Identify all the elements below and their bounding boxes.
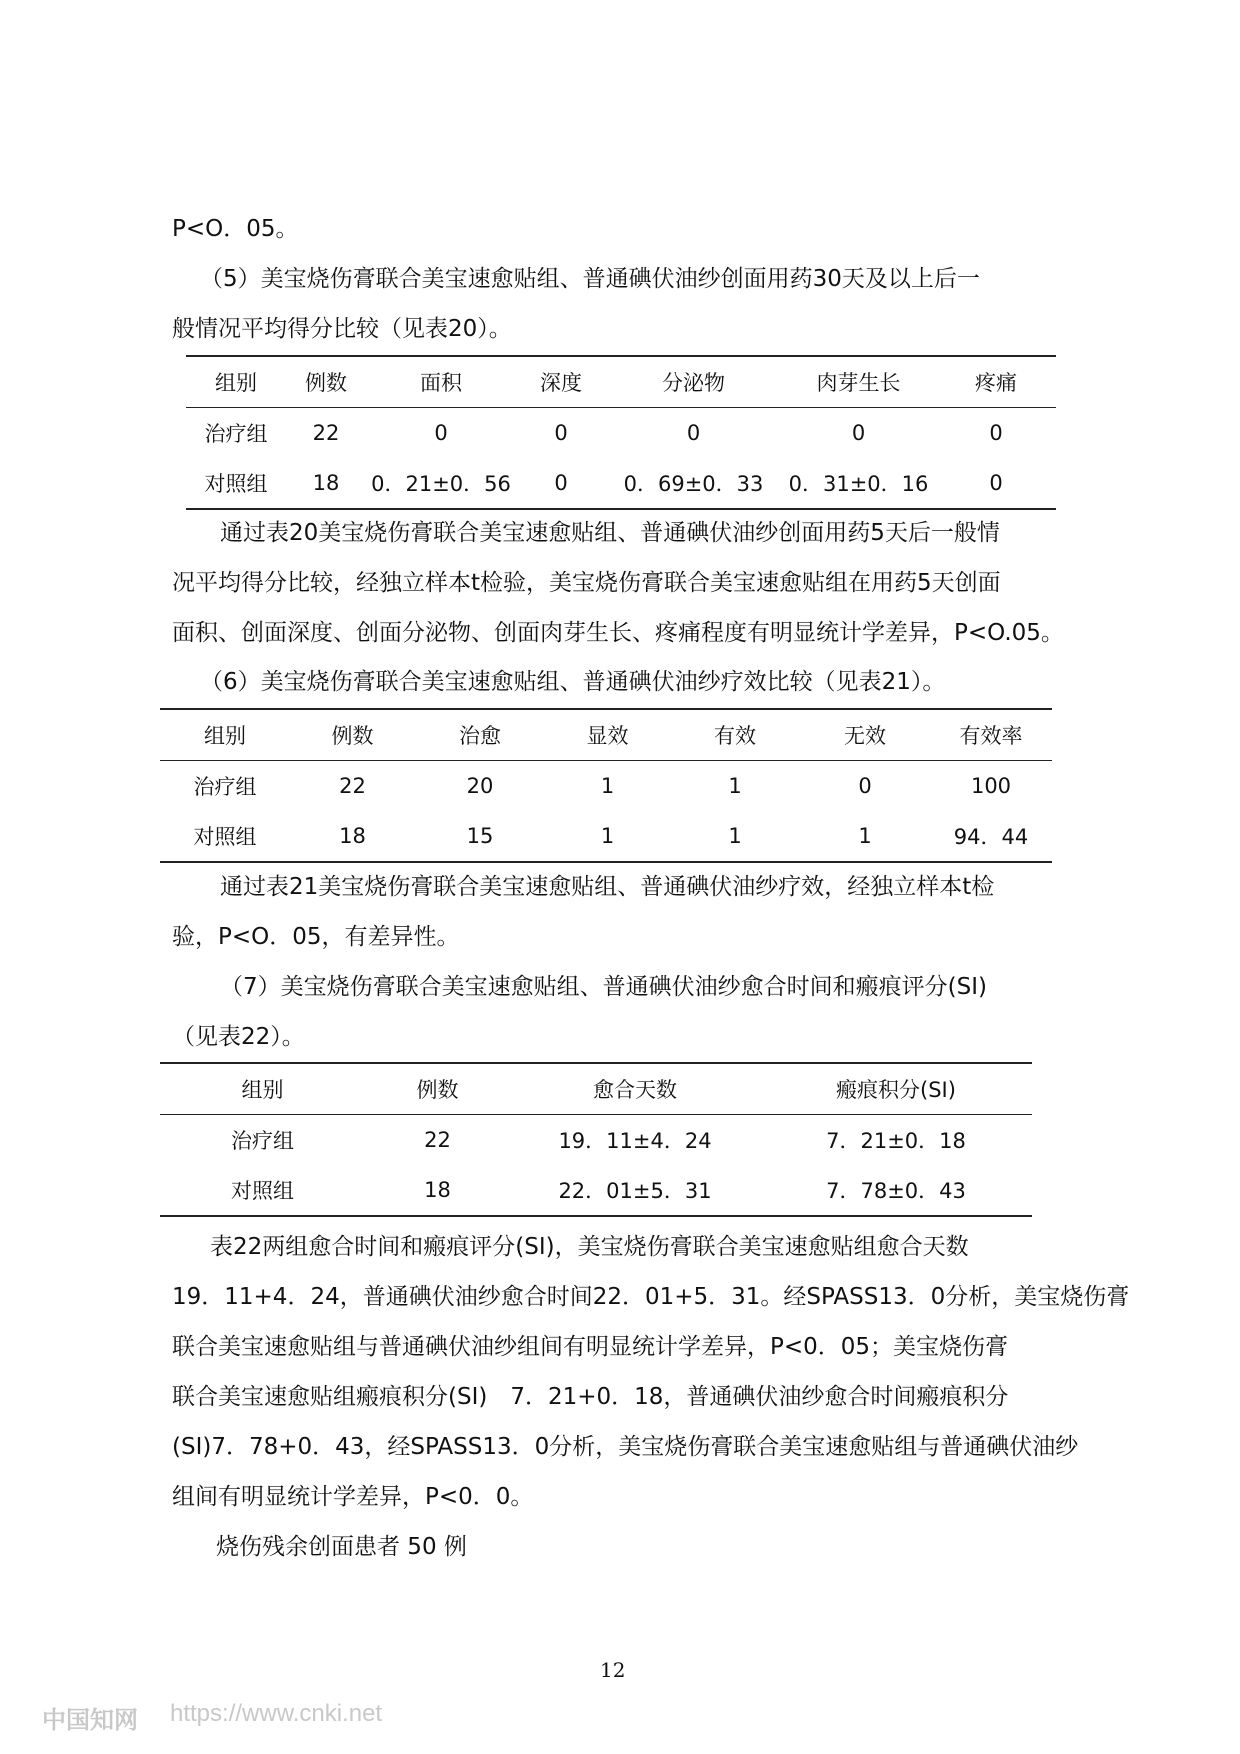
text-line: (SI)7．78+0．43，经SPASS13．0分析，美宝烧伤膏联合美宝速愈贴组与普通碘伏油纱 — [172, 1434, 1079, 1460]
table-cell: 22 — [312, 421, 340, 445]
column-header: 组别 — [160, 1063, 365, 1115]
table-cell: 0 — [989, 421, 1003, 445]
table-cell: 15 — [466, 824, 494, 848]
page-number: 12 — [600, 1658, 626, 1682]
table-cell: 0 — [434, 421, 448, 445]
cnki-url-link[interactable]: https://www.cnki.net — [170, 1700, 383, 1727]
table-cell: 0．69±0．33 — [623, 472, 764, 496]
table-header-row — [160, 709, 1052, 761]
table-row — [160, 761, 1052, 812]
table-cell: 0 — [851, 421, 866, 445]
table-cell: 0 — [554, 421, 568, 445]
table-cell: 18 — [312, 471, 340, 495]
column-header: 有效 — [670, 709, 800, 761]
table-cell: 18 — [424, 1178, 451, 1202]
column-header: 例数 — [286, 356, 366, 408]
text-line: 通过表21美宝烧伤膏联合美宝速愈贴组、普通碘伏油纱疗效，经独立样本t检 — [220, 874, 995, 900]
section-heading: （见表22）。 — [172, 1024, 305, 1050]
column-header: 分泌物 — [606, 356, 781, 408]
column-header: 治愈 — [415, 709, 545, 761]
section-heading: （5）美宝烧伤膏联合美宝速愈贴组、普通碘伏油纱创面用药30天及以上后一 — [200, 266, 980, 292]
column-header: 例数 — [365, 1063, 510, 1115]
column-header: 深度 — [516, 356, 606, 408]
table-header-row — [186, 356, 1056, 408]
column-header: 面积 — [366, 356, 516, 408]
column-header: 肉芽生长 — [781, 356, 936, 408]
table-cell: 治疗组 — [231, 1129, 294, 1153]
table-cell: 0 — [554, 471, 568, 495]
column-header: 愈合天数 — [510, 1063, 760, 1115]
text-line: P<O．05。 — [172, 216, 299, 242]
table-row — [160, 811, 1052, 862]
table-cell: 22 — [339, 774, 366, 798]
table-cell: 治疗组 — [193, 775, 257, 799]
text-line: 面积、创面深度、创面分泌物、创面肉芽生长、疼痛程度有明显统计学差异，P<O.05。 — [172, 620, 1064, 646]
column-header: 有效率 — [930, 709, 1052, 761]
table-cell: 治疗组 — [204, 422, 268, 446]
table-row — [160, 1115, 1032, 1166]
table-cell: 0．21±0．56 — [371, 472, 511, 496]
column-header: 组别 — [186, 356, 286, 408]
table-cell: 对照组 — [204, 472, 268, 496]
table-cell: 0 — [989, 471, 1003, 495]
table-22 — [160, 1062, 1032, 1217]
text-line: 验，P<O．05，有差异性。 — [172, 924, 460, 950]
table-row — [186, 458, 1056, 509]
table-row — [160, 1165, 1032, 1216]
table-cell: 0 — [686, 421, 701, 445]
table-cell: 0．31±0．16 — [788, 472, 929, 496]
table-cell: 22 — [424, 1128, 451, 1152]
text-line: 组间有明显统计学差异，P<0．0。 — [172, 1484, 534, 1510]
table-cell: 1 — [728, 774, 742, 798]
table-cell: 94．44 — [953, 825, 1029, 849]
column-header: 显效 — [545, 709, 670, 761]
table-cell: 对照组 — [193, 825, 257, 849]
column-header: 疼痛 — [936, 356, 1056, 408]
table-cell: 18 — [339, 824, 366, 848]
table-cell: 22．01±5．31 — [558, 1179, 712, 1203]
table-cell: 100 — [970, 774, 1012, 798]
text-line: 联合美宝速愈贴组瘢痕积分(SI) 7．21+0．18，普通碘伏油纱愈合时间瘢痕积分 — [172, 1384, 1009, 1410]
table-cell: 对照组 — [231, 1179, 294, 1203]
table-cell: 7．78±0．43 — [826, 1179, 966, 1203]
table-cell: 1 — [600, 774, 615, 798]
table-cell: 0 — [858, 774, 872, 798]
text-line: 况平均得分比较，经独立样本t检验，美宝烧伤膏联合美宝速愈贴组在用药5天创面 — [172, 570, 1001, 596]
column-header: 例数 — [290, 709, 415, 761]
text-line: 联合美宝速愈贴组与普通碘伏油纱组间有明显统计学差异，P<0．05；美宝烧伤膏 — [172, 1334, 1009, 1360]
text-line: 19．11+4．24，普通碘伏油纱愈合时间22．01+5．31。经SPASS13．0分析，美宝烧伤膏 — [172, 1284, 1130, 1310]
table-row — [186, 408, 1056, 459]
table-20 — [186, 355, 1056, 510]
table-header-row — [160, 1063, 1032, 1115]
table-cell: 7．21±0．18 — [826, 1129, 966, 1153]
table-cell: 1 — [728, 824, 742, 848]
column-header: 瘢痕积分(SI) — [760, 1063, 1032, 1115]
text-line: 烧伤残余创面患者 50 例 — [216, 1534, 467, 1560]
table-cell: 19．11±4．24 — [558, 1129, 712, 1153]
text-line: 通过表20美宝烧伤膏联合美宝速愈贴组、普通碘伏油纱创面用药5天后一般情 — [220, 520, 1000, 546]
column-header: 组别 — [160, 709, 290, 761]
table-21 — [160, 708, 1052, 863]
text-line: 表22两组愈合时间和瘢痕评分(SI)，美宝烧伤膏联合美宝速愈贴组愈合天数 — [210, 1234, 969, 1260]
section-heading: 般情况平均得分比较（见表20）。 — [172, 316, 512, 342]
table-cell: 1 — [600, 824, 615, 848]
column-header: 无效 — [800, 709, 930, 761]
section-heading: （7）美宝烧伤膏联合美宝速愈贴组、普通碘伏油纱愈合时间和瘢痕评分(SI) — [220, 974, 987, 1000]
table-cell: 20 — [466, 774, 494, 798]
section-heading: （6）美宝烧伤膏联合美宝速愈贴组、普通碘伏油纱疗效比较（见表21）。 — [200, 669, 946, 695]
table-cell: 1 — [858, 824, 872, 848]
cnki-logo: 中国知网 — [42, 1707, 138, 1734]
